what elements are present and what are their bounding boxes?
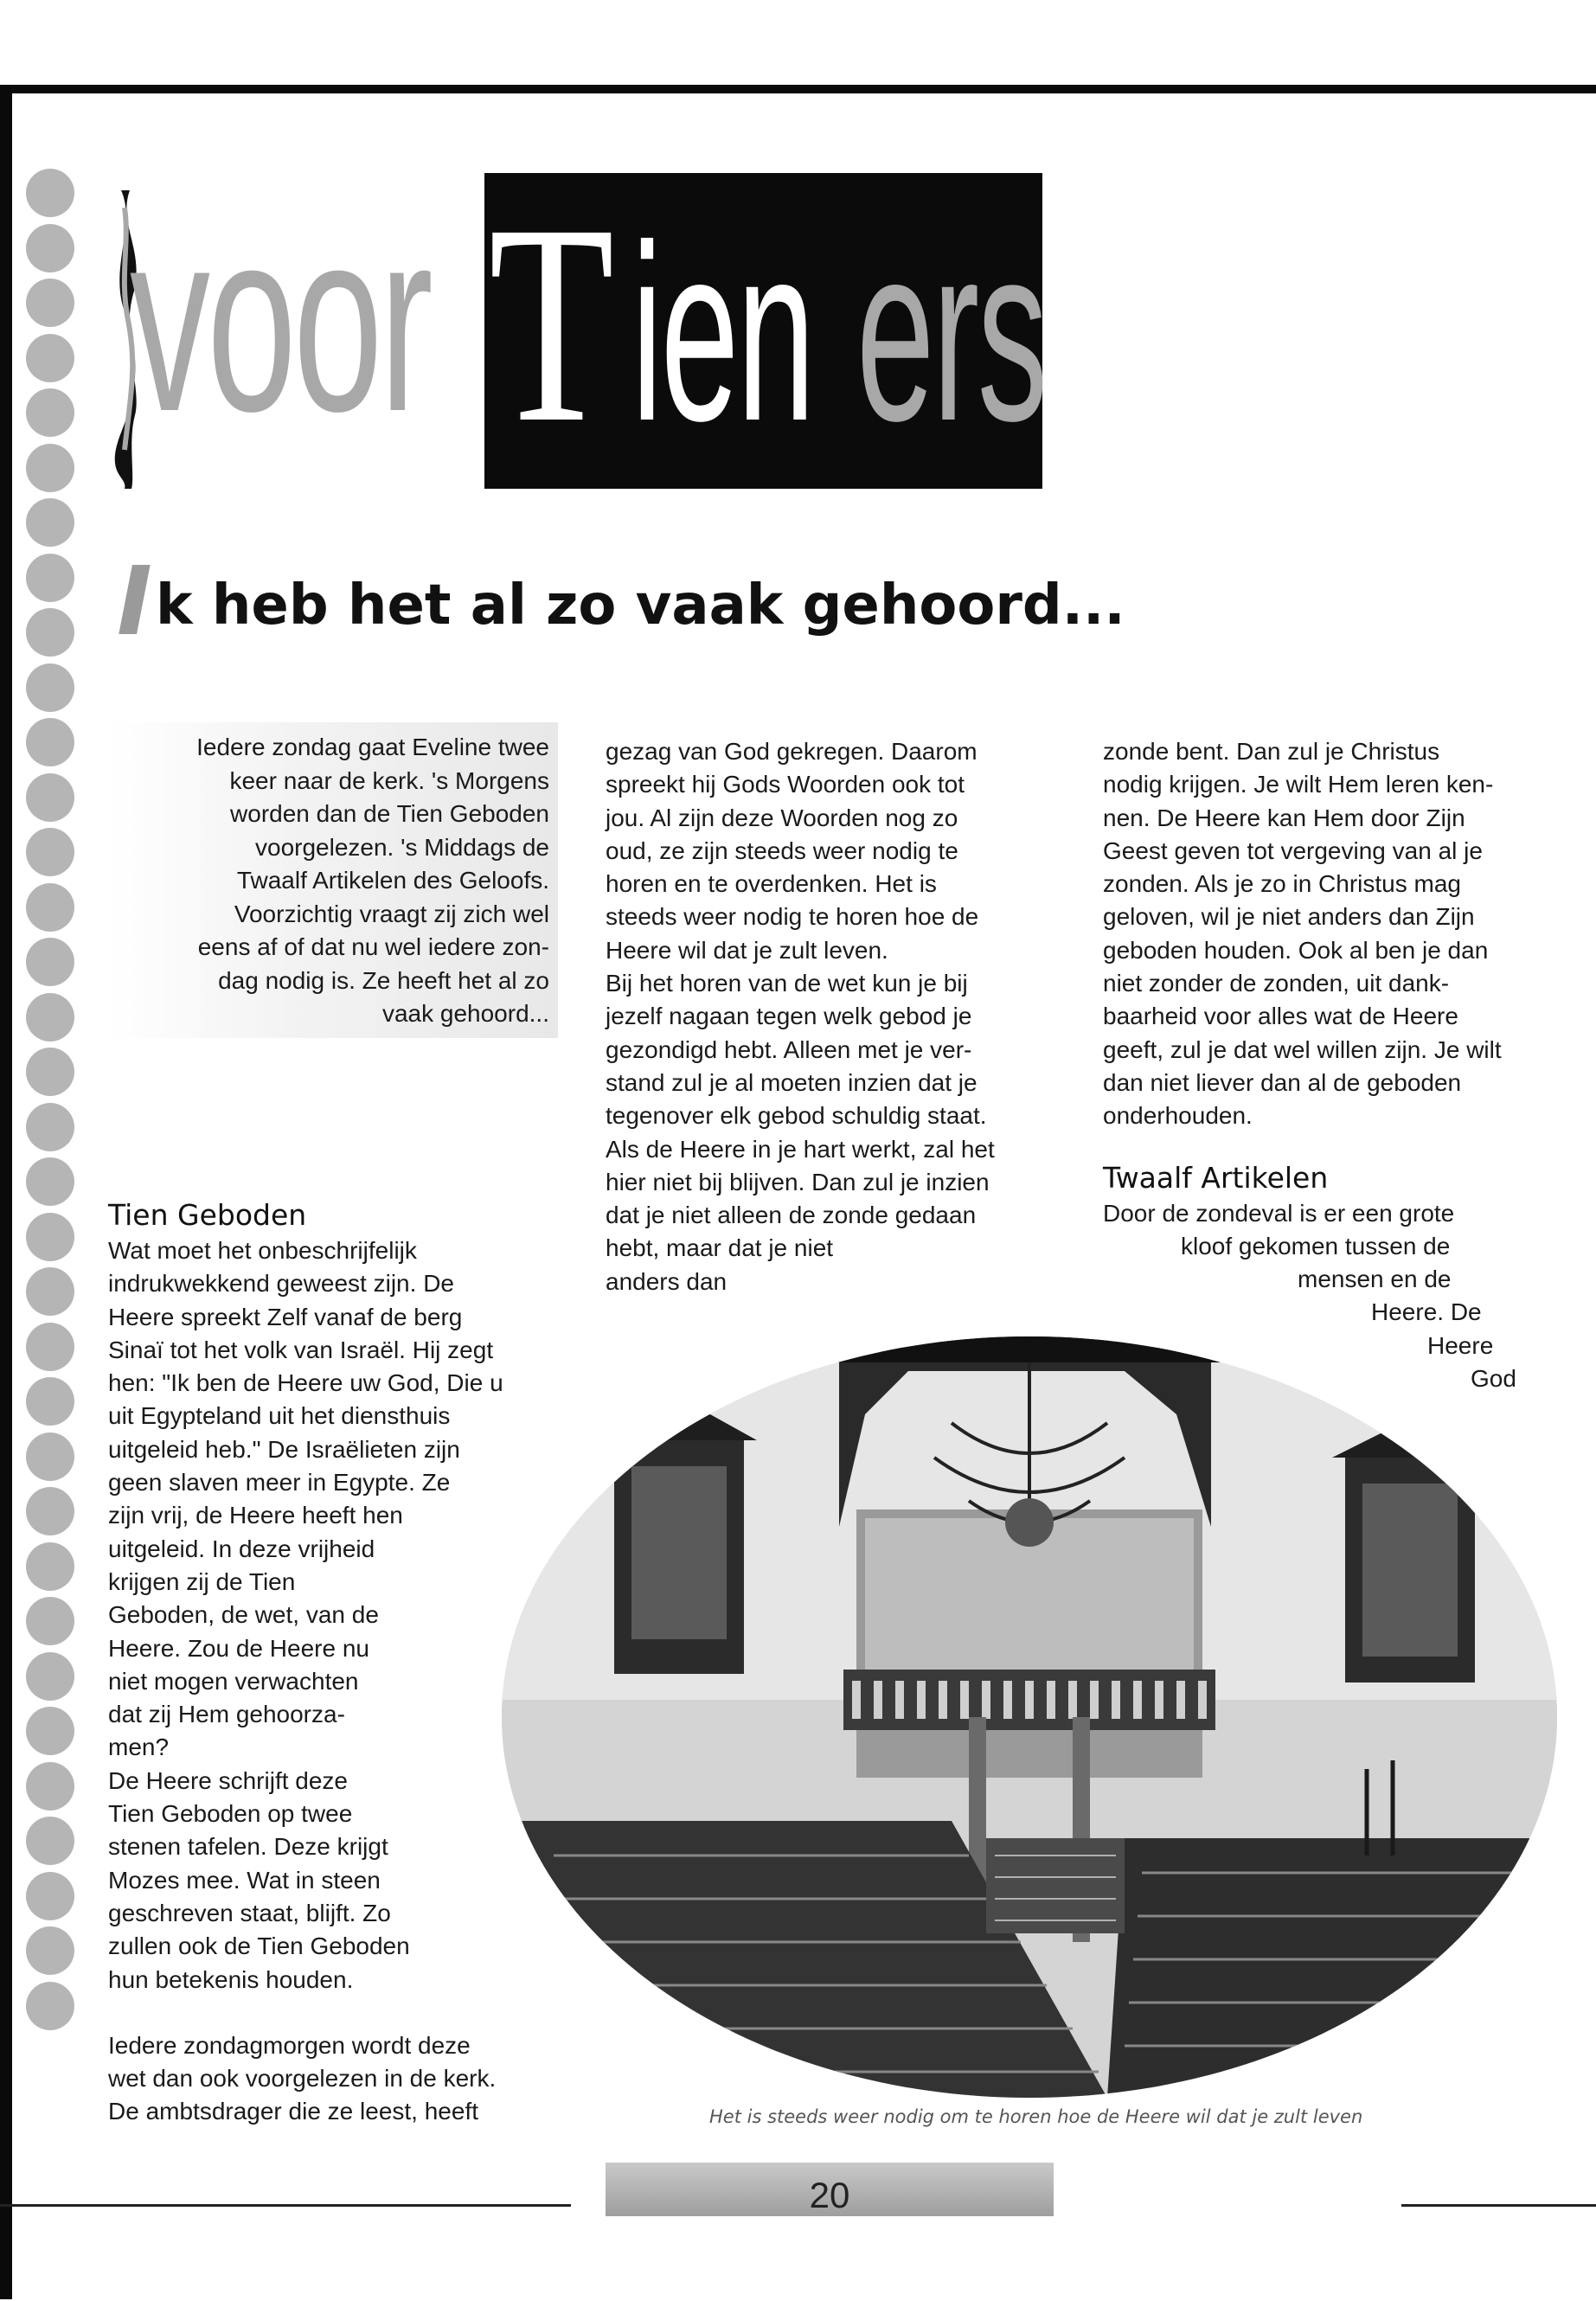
text-line: jezelf nagaan tegen welk gebod je xyxy=(606,1003,972,1030)
binder-hole xyxy=(26,1048,74,1096)
text-line: Heere spreekt Zelf vanaf de berg xyxy=(108,1303,463,1330)
text-line: hier niet bij blijven. Dan zul je inzien xyxy=(606,1168,990,1195)
text-line: Bij het horen van de wet kun je bij xyxy=(606,970,968,997)
text-line: Mozes mee. Wat in steen xyxy=(108,1866,381,1894)
text-line: krijgen zij de Tien xyxy=(108,1567,296,1595)
text-line: jou. Al zijn deze Woorden nog zo xyxy=(606,804,958,831)
column-3-text xyxy=(1103,735,1561,1133)
banner-letter-t: T xyxy=(489,166,615,482)
binder-hole xyxy=(26,883,74,932)
text-line: baarheid voor alles wat de Heere xyxy=(1103,1003,1458,1030)
text-line: Heere. De xyxy=(1371,1298,1482,1326)
text-line: nodig krijgen. Je wilt Hem leren ken- xyxy=(1103,771,1494,798)
binder-hole xyxy=(26,169,74,217)
binder-hole xyxy=(26,993,74,1042)
text-line: worden dan de Tien Geboden xyxy=(230,800,549,827)
church-interior-photo xyxy=(502,1336,1557,2098)
binder-hole xyxy=(26,938,74,986)
binder-hole xyxy=(26,334,74,382)
binder-hole xyxy=(26,1267,74,1316)
text-line: keer naar de kerk. 's Morgens xyxy=(229,766,549,794)
text-line: Voorzichtig vraagt zij zich wel xyxy=(234,900,549,927)
binder-hole xyxy=(26,554,74,602)
text-line: geeft, zul je dat wel willen zijn. Je wilt xyxy=(1103,1035,1502,1063)
text-line: dat zij Hem gehoorza- xyxy=(108,1701,345,1728)
text-line: zijn vrij, de Heere heeft hen xyxy=(108,1502,403,1529)
text-line: zonden. Als je zo in Christus mag xyxy=(1103,870,1461,898)
text-line: geen slaven meer in Egypte. Ze xyxy=(108,1469,451,1497)
heading-twaalf-artikelen: Twaalf Artikelen xyxy=(1103,1160,1329,1195)
text-line: Iedere zondagmorgen wordt deze xyxy=(108,2031,471,2059)
text-line: uitgeleid. In deze vrijheid xyxy=(108,1535,375,1562)
bottom-rule-left xyxy=(0,2204,571,2207)
text-line: spreekt hij Gods Woorden ook tot xyxy=(606,771,965,798)
intro-box xyxy=(108,722,558,1038)
text-line: Wat moet het onbeschrijfelijk xyxy=(108,1237,417,1264)
binder-hole xyxy=(26,1982,74,2030)
text-line: vaak gehoord... xyxy=(381,1000,549,1027)
text-line: geboden houden. Ook al ben je dan xyxy=(1103,936,1489,964)
text-line: De Heere schrijft deze xyxy=(108,1766,349,1794)
binder-hole xyxy=(26,1157,74,1206)
binder-hole xyxy=(26,444,74,492)
text-line: God xyxy=(1471,1365,1516,1393)
binder-hole xyxy=(26,1817,74,1865)
photo-caption: Het is steeds weer nodig om te horen hoe de Heere wil dat je zult leven xyxy=(709,2106,1363,2127)
text-line: onderhouden. xyxy=(1103,1102,1253,1130)
text-line: Heere wil dat je zult leven. xyxy=(606,936,888,964)
binder-hole xyxy=(26,1926,74,1975)
headline-text: k heb het al zo vaak gehoord... xyxy=(156,574,1125,638)
text-line: hen: "Ik ben de Heere uw God, Die u xyxy=(108,1369,503,1397)
text-line: kloof gekomen tussen de xyxy=(1181,1232,1451,1259)
text-line: voorgelezen. 's Middags de xyxy=(255,833,549,861)
text-line: steeds weer nodig te horen hoe de xyxy=(606,903,979,931)
heading-tien-geboden: Tien Geboden xyxy=(108,1198,307,1232)
binder-hole xyxy=(26,224,74,272)
text-line: uit Egypteland uit het diensthuis xyxy=(108,1402,451,1430)
photo-oval xyxy=(502,1336,1557,2098)
binder-hole xyxy=(26,1872,74,1920)
top-border xyxy=(0,85,1596,93)
text-line: oud, ze zijn steeds weer nodig te xyxy=(606,836,958,864)
text-line: Geboden, de wet, van de xyxy=(108,1601,379,1629)
article-headline xyxy=(117,545,1241,657)
text-line: dat je niet alleen de zonde gedaan xyxy=(606,1202,977,1229)
binder-hole xyxy=(26,1652,74,1701)
column-2 xyxy=(606,735,1090,1298)
text-line: indrukwekkend geweest zijn. De xyxy=(108,1270,454,1298)
binder-hole xyxy=(26,773,74,822)
page-number-box xyxy=(606,2163,1054,2216)
intro-text xyxy=(134,731,549,1031)
text-line: tegenover elk gebod schuldig staat. xyxy=(606,1102,987,1130)
text-line: Geest geven tot vergeving van al je xyxy=(1103,836,1483,864)
text-line: anders dan xyxy=(606,1267,727,1295)
binder-hole xyxy=(26,388,74,437)
banner-word-voor: voor xyxy=(130,175,430,465)
text-line: zullen ook de Tien Geboden xyxy=(108,1932,410,1960)
text-line: Heere xyxy=(1427,1331,1494,1359)
text-line: Tien Geboden op twee xyxy=(108,1800,353,1828)
binder-hole xyxy=(26,1213,74,1261)
text-line: Twaalf Artikelen des Geloofs. xyxy=(236,867,549,894)
page-number: 20 xyxy=(809,2175,850,2215)
text-line: zonde bent. Dan zul je Christus xyxy=(1103,738,1440,765)
text-line: De ambtsdrager die ze leest, heeft xyxy=(108,2098,479,2125)
text-line: Heere. Zou de Heere nu xyxy=(108,1634,369,1662)
binder-hole xyxy=(26,1103,74,1151)
text-line: niet zonder de zonden, uit dank- xyxy=(1103,970,1450,997)
text-line: Sinaï tot het volk van Israël. Hij zegt xyxy=(108,1336,494,1363)
text-line: stenen tafelen. Deze krijgt xyxy=(108,1833,388,1861)
binder-hole xyxy=(26,1433,74,1481)
banner-letters-ien: ien xyxy=(631,193,813,473)
binder-hole xyxy=(26,1597,74,1645)
text-line: nen. De Heere kan Hem door Zijn xyxy=(1103,804,1465,831)
headline-initial: I xyxy=(117,546,152,657)
text-line: wet dan ook voorgelezen in de kerk. xyxy=(108,2065,497,2093)
text-line: horen en te overdenken. Het is xyxy=(606,870,937,898)
binder-hole xyxy=(26,1323,74,1371)
binder-hole xyxy=(26,1377,74,1426)
section-banner xyxy=(112,166,1046,489)
text-line: geschreven staat, blijft. Zo xyxy=(108,1899,391,1926)
text-line: geloven, wil je niet anders dan Zijn xyxy=(1103,903,1475,931)
text-line: uitgeleid heb." De Israëlieten zijn xyxy=(108,1435,460,1463)
binder-hole xyxy=(26,1487,74,1535)
binder-hole xyxy=(26,608,74,657)
text-line: stand zul je al moeten inzien dat je xyxy=(606,1068,977,1096)
column-2-text xyxy=(606,735,1090,1298)
banner-letters-ers: ers xyxy=(856,193,1046,473)
binder-hole xyxy=(26,663,74,712)
column-3 xyxy=(1103,735,1561,1395)
text-line: Door de zondeval is er een grote xyxy=(1103,1199,1455,1227)
text-line: hun betekenis houden. xyxy=(108,1965,354,1993)
binder-hole xyxy=(26,1762,74,1811)
binder-hole xyxy=(26,498,74,547)
binder-hole xyxy=(26,279,74,327)
text-line: dag nodig is. Ze heeft het al zo xyxy=(218,966,549,994)
binder-hole xyxy=(26,828,74,876)
text-line: mensen en de xyxy=(1298,1266,1452,1293)
text-line: gezag van God gekregen. Daarom xyxy=(606,738,977,765)
binder-hole xyxy=(26,718,74,766)
binder-holes xyxy=(26,95,78,2301)
left-border xyxy=(0,85,12,2299)
text-line: niet mogen verwachten xyxy=(108,1667,359,1695)
text-line: gezondigd hebt. Alleen met je ver- xyxy=(606,1035,972,1063)
binder-hole xyxy=(26,1542,74,1591)
text-line: Iedere zondag gaat Eveline twee xyxy=(196,734,549,760)
church-interior-illustration-icon xyxy=(502,1336,1557,2098)
bottom-rule-right xyxy=(1401,2204,1596,2207)
text-line: dan niet liever dan al de geboden xyxy=(1103,1068,1462,1096)
text-line: hebt, maar dat je niet xyxy=(606,1234,834,1262)
text-line: men? xyxy=(108,1734,170,1761)
text-line: eens af of dat nu wel iedere zon- xyxy=(197,933,549,960)
text-line: Als de Heere in je hart werkt, zal het xyxy=(606,1135,995,1163)
binder-hole xyxy=(26,1707,74,1755)
